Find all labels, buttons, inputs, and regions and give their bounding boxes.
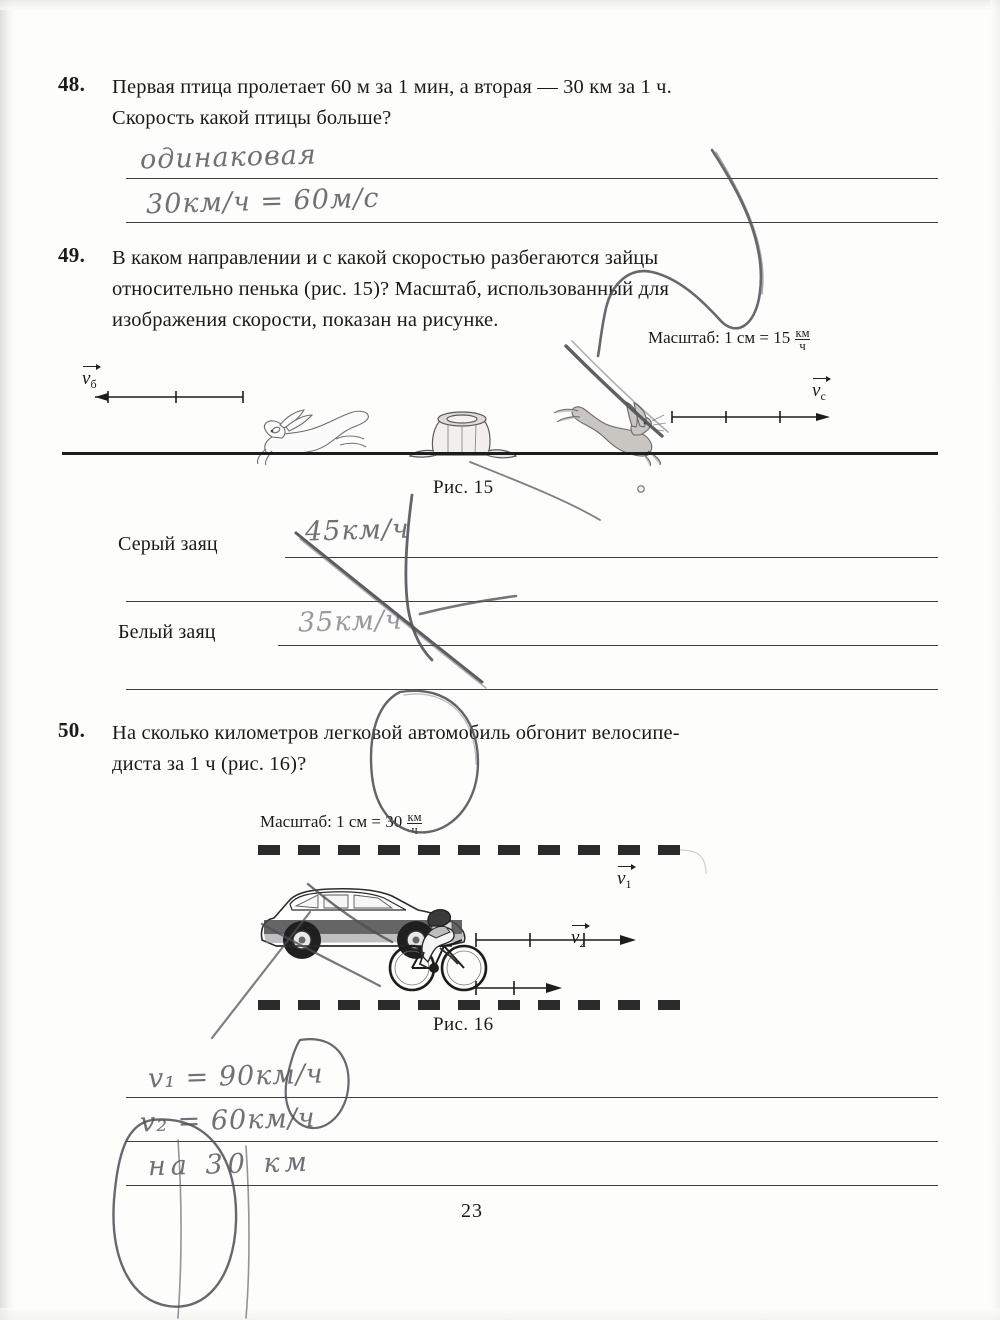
handwritten-answer-white-hare: 35км/ч bbox=[297, 604, 404, 639]
velocity-label-car bbox=[617, 866, 635, 892]
velocity-label-cyclist bbox=[571, 925, 589, 951]
scan-edge-bottom bbox=[0, 1308, 1000, 1320]
velocity-symbol: v bbox=[82, 368, 91, 389]
scale-prefix-50: Масштаб: 1 см = 30 bbox=[260, 812, 403, 831]
handwritten-answer-50-1: v₁ = 90км/ч bbox=[147, 1058, 325, 1095]
vector-arrow-right-49 bbox=[672, 411, 830, 423]
figure-16-caption: Рис. 16 bbox=[433, 1014, 494, 1035]
vector-bar-icon bbox=[618, 866, 635, 870]
scale-label-50 bbox=[260, 811, 422, 836]
answer-rule-48-2 bbox=[126, 222, 938, 223]
velocity-subscript: б bbox=[90, 377, 97, 391]
figure-15-ground-line bbox=[62, 452, 938, 455]
road-border-bottom bbox=[258, 1000, 680, 1010]
vector-bar-icon bbox=[572, 925, 589, 929]
vector-bar-icon bbox=[813, 378, 830, 382]
scan-edge-left bbox=[0, 0, 14, 1320]
vector-bar-icon bbox=[83, 366, 100, 370]
road-border-top bbox=[258, 845, 680, 855]
problem-48-text bbox=[112, 72, 672, 134]
velocity-label-grey-hare bbox=[812, 378, 830, 404]
answer-rule-50-1 bbox=[126, 1097, 938, 1098]
scale-label-49 bbox=[648, 327, 810, 352]
answer-rule-49-1 bbox=[285, 557, 938, 558]
problem-49-text bbox=[112, 243, 669, 336]
velocity-subscript: 2 bbox=[579, 936, 586, 950]
velocity-symbol: v bbox=[571, 927, 580, 948]
figure-15-drawing bbox=[0, 355, 1000, 475]
answer-rule-49-3 bbox=[278, 645, 938, 646]
problem-48-line-2: Скорость какой птицы больше? bbox=[112, 107, 392, 129]
problem-50-line-1: На сколько километров легковой автомобиль обгонит велосипе- bbox=[112, 722, 680, 744]
vector-arrow-left-49 bbox=[95, 391, 243, 403]
handwritten-answer-50-3: на 30 км bbox=[147, 1146, 313, 1183]
answer-rule-50-2 bbox=[126, 1141, 938, 1142]
problem-50-number: 50. bbox=[58, 718, 86, 742]
scan-edge-right bbox=[990, 0, 1000, 1320]
scale-numerator-49: км bbox=[795, 326, 810, 340]
problem-49-line-2: относительно пенька (рис. 15)? Масштаб, использованный для bbox=[112, 278, 670, 300]
scan-edge-top bbox=[0, 0, 1000, 10]
answer-rule-49-2 bbox=[126, 601, 938, 602]
scale-fraction-50 bbox=[407, 811, 423, 836]
problem-49-line-1: В каком направлении и с какой скоростью разбегаются зайцы bbox=[112, 247, 659, 269]
handwritten-answer-48-1: одинаковая bbox=[139, 139, 318, 176]
answer-rule-48-1 bbox=[126, 178, 938, 179]
velocity-label-white-hare bbox=[82, 366, 100, 392]
scale-prefix-49: Масштаб: 1 см = 15 bbox=[648, 328, 791, 347]
figure-15 bbox=[0, 355, 1000, 475]
grey-hare-illustration bbox=[554, 402, 666, 466]
white-hare-illustration bbox=[257, 410, 368, 465]
scale-numerator-50: км bbox=[407, 810, 422, 824]
problem-49-line-3: изображения скорости, показан на рисунке. bbox=[112, 309, 499, 331]
answer-rule-50-3 bbox=[126, 1185, 938, 1186]
velocity-symbol: v bbox=[617, 868, 626, 889]
handwritten-answer-50-2: v₂ = 60км/ч bbox=[139, 1102, 317, 1139]
velocity-subscript: с bbox=[820, 389, 826, 403]
scale-denominator-50: ч bbox=[411, 823, 418, 837]
problem-50-text bbox=[112, 718, 680, 780]
answer-label-white-hare: Белый заяц bbox=[118, 621, 216, 643]
velocity-subscript: 1 bbox=[625, 877, 632, 891]
tree-stump-illustration bbox=[410, 412, 516, 458]
page-number: 23 bbox=[461, 1200, 483, 1222]
answer-rule-49-4 bbox=[126, 689, 938, 690]
answer-label-grey-hare: Серый заяц bbox=[118, 533, 218, 555]
scale-fraction-49 bbox=[795, 327, 811, 352]
problem-49-number: 49. bbox=[58, 243, 86, 267]
handwritten-answer-48-2: 30км/ч = 60м/с bbox=[145, 182, 380, 221]
handwritten-answer-grey-hare: 45км/ч bbox=[304, 513, 411, 548]
problem-50-line-2: диста за 1 ч (рис. 16)? bbox=[112, 753, 307, 775]
velocity-symbol: v bbox=[812, 380, 821, 401]
figure-16-drawing bbox=[0, 840, 1000, 1010]
figure-15-caption: Рис. 15 bbox=[433, 477, 494, 498]
figure-16 bbox=[0, 840, 1000, 1010]
vector-arrow-v1 bbox=[476, 933, 636, 947]
problem-48-number: 48. bbox=[58, 72, 86, 96]
scale-denominator-49: ч bbox=[799, 339, 806, 353]
problem-48-line-1: Первая птица пролетает 60 м за 1 мин, а вторая — 30 км за 1 ч. bbox=[112, 76, 672, 98]
vector-arrow-v2 bbox=[476, 981, 562, 995]
